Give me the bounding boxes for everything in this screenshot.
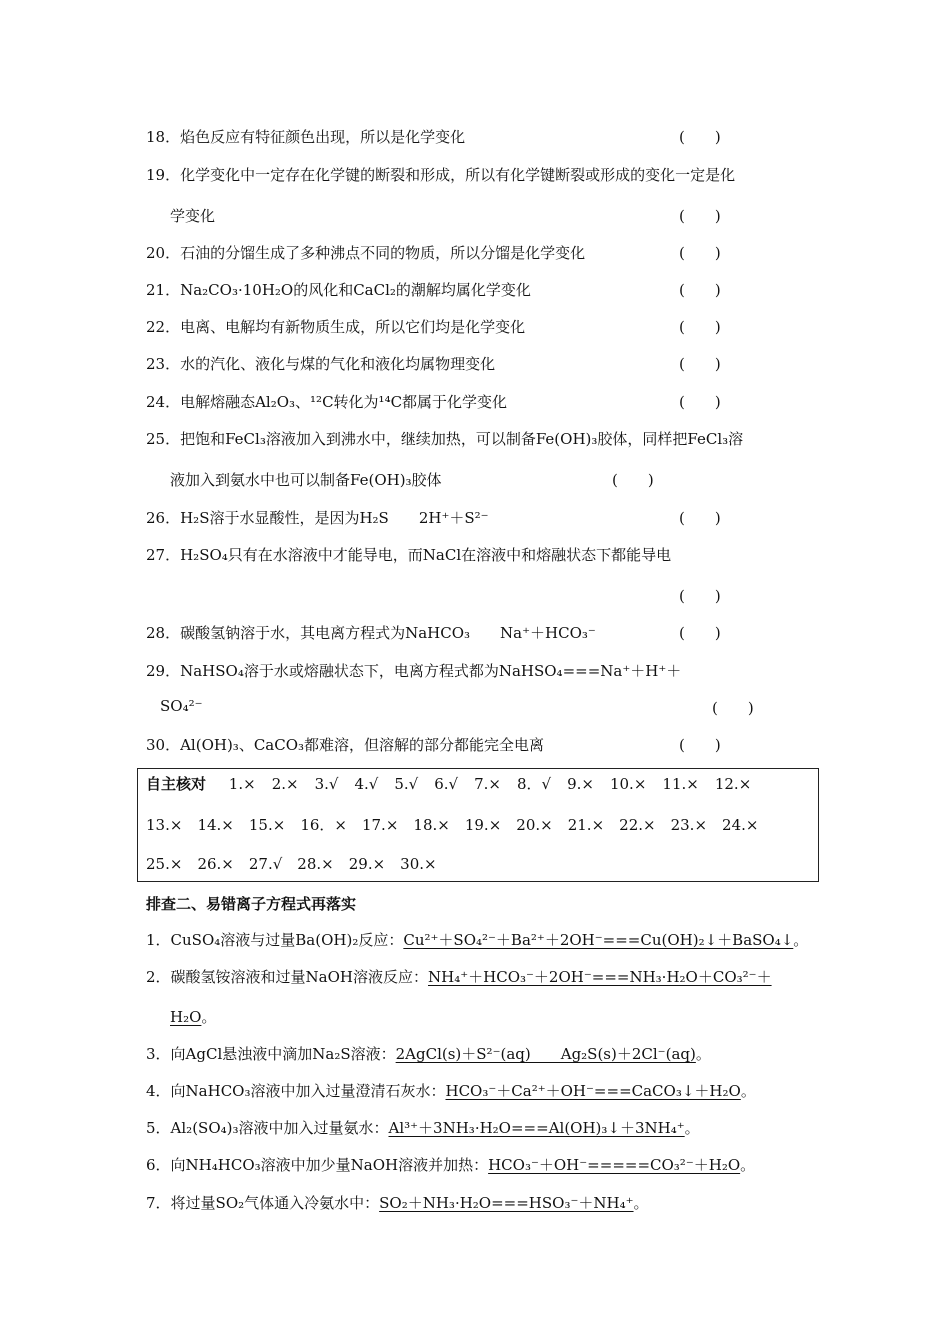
equation-answer: Cu²⁺＋SO₄²⁻＋Ba²⁺＋2OH⁻===Cu(OH)₂↓＋BaSO₄↓ xyxy=(403,931,794,949)
item-text: 将过量SO₂气体通入冷氨水中： xyxy=(170,1194,380,1212)
answer-item: 16．× xyxy=(300,816,347,834)
question-25-continuation: 液加入到氨水中也可以制备Fe(OH)₃胶体 xyxy=(170,471,442,489)
item-number: 4． xyxy=(146,1082,171,1100)
answer-list xyxy=(146,855,437,873)
question-number: 19． xyxy=(146,166,181,184)
question-number: 27． xyxy=(146,546,181,564)
question-24 xyxy=(146,391,507,412)
question-number: 24． xyxy=(146,393,181,411)
answer-paren: ( ) xyxy=(612,471,654,489)
answer-row-3 xyxy=(146,855,437,873)
answer-item: 29.× xyxy=(348,855,386,873)
item-number: 6． xyxy=(146,1156,171,1174)
answer-item: 18.× xyxy=(413,816,450,834)
item-number: 2． xyxy=(146,968,171,986)
answer-paren: ( ) xyxy=(712,699,754,717)
question-number: 28． xyxy=(146,624,181,642)
equation-item-5 xyxy=(146,1117,700,1138)
answer-check-box xyxy=(137,768,819,882)
answer-item: 26.× xyxy=(197,855,234,873)
question-22 xyxy=(146,316,525,337)
equation-item-2-continuation xyxy=(170,1006,216,1027)
equation-answer: H₂O xyxy=(170,1008,202,1026)
period: 。 xyxy=(740,1082,756,1100)
answer-item: 8．√ xyxy=(516,775,552,793)
item-number: 5． xyxy=(146,1119,171,1137)
question-text: 化学变化中一定存在化学键的断裂和形成，所以有化学键断裂或形成的变化一定是化 xyxy=(180,166,736,184)
answer-item: 30.× xyxy=(400,855,437,873)
answer-row-1 xyxy=(146,773,751,794)
question-number: 22． xyxy=(146,318,181,336)
item-text: 向NH₄HCO₃溶液中加少量NaOH溶液并加热： xyxy=(170,1156,489,1174)
answer-item: 12.× xyxy=(714,775,752,793)
answer-item: 14.× xyxy=(197,816,234,834)
answer-item: 3.√ xyxy=(314,775,339,793)
question-text: 碳酸氢钠溶于水，其电离方程式为NaHCO₃ Na⁺＋HCO₃⁻ xyxy=(180,624,596,642)
question-23 xyxy=(146,353,495,374)
equation-item-7 xyxy=(146,1192,649,1213)
equation-item-6 xyxy=(146,1154,755,1175)
equation-item-1 xyxy=(146,929,808,950)
question-number: 25． xyxy=(146,430,181,448)
answer-paren: ( ) xyxy=(679,393,721,411)
question-text: 把饱和FeCl₃溶液加入到沸水中，继续加热，可以制备Fe(OH)₃胶体，同样把FeCl₃溶 xyxy=(180,430,744,448)
equation-item-3 xyxy=(146,1043,711,1064)
equation-answer: SO₂＋NH₃·H₂O===HSO₃⁻＋NH₄⁺ xyxy=(379,1194,634,1212)
question-number: 21． xyxy=(146,281,181,299)
answer-item: 7.× xyxy=(474,775,501,793)
question-text: NaHSO₄溶于水或熔融状态下，电离方程式都为NaHSO₄===Na⁺＋H⁺＋ xyxy=(180,662,682,680)
period: 。 xyxy=(633,1194,649,1212)
question-text: 水的汽化、液化与煤的气化和液化均属物理变化 xyxy=(180,355,496,373)
answer-item: 1.× xyxy=(228,775,256,793)
question-19-continuation: 学变化 xyxy=(170,207,216,225)
period: 。 xyxy=(695,1045,711,1063)
answer-item: 22.× xyxy=(619,816,656,834)
answer-item: 2.× xyxy=(271,775,299,793)
answer-paren: ( ) xyxy=(679,509,721,527)
item-text: 向AgCl悬浊液中滴加Na₂S溶液： xyxy=(170,1045,396,1063)
equation-answer: NH₄⁺＋HCO₃⁻＋2OH⁻===NH₃·H₂O＋CO₃²⁻＋ xyxy=(428,968,772,986)
answer-paren: ( ) xyxy=(679,244,721,262)
answer-item: 4.√ xyxy=(354,775,379,793)
answer-item: 27.√ xyxy=(248,855,283,873)
question-20 xyxy=(146,242,585,263)
question-number: 18． xyxy=(146,128,181,146)
question-text: 焰色反应有特征颜色出现，所以是化学变化 xyxy=(180,128,466,146)
answer-paren: ( ) xyxy=(679,207,721,225)
question-text: 石油的分馏生成了多种沸点不同的物质，所以分馏是化学变化 xyxy=(180,244,586,262)
question-29 xyxy=(146,660,681,681)
item-number: 1． xyxy=(146,931,171,949)
question-text: Na₂CO₃·10H₂O的风化和CaCl₂的潮解均属化学变化 xyxy=(180,281,531,299)
question-text: 电解熔融态Al₂O₃、¹²C转化为¹⁴C都属于化学变化 xyxy=(180,393,508,411)
answer-item: 23.× xyxy=(670,816,708,834)
question-26 xyxy=(146,507,489,528)
question-25 xyxy=(146,428,743,449)
question-number: 26． xyxy=(146,509,181,527)
question-30 xyxy=(146,734,544,755)
equation-answer: HCO₃⁻＋OH⁻=====CO₃²⁻＋H₂O xyxy=(488,1156,741,1174)
answer-box-title: 自主核对 xyxy=(146,775,207,793)
answer-list xyxy=(229,775,751,793)
question-text: Al(OH)₃、CaCO₃都难溶，但溶解的部分都能完全电离 xyxy=(180,736,545,754)
answer-row-2 xyxy=(146,814,758,835)
period: 。 xyxy=(684,1119,700,1137)
answer-paren: ( ) xyxy=(679,587,721,605)
item-number: 7． xyxy=(146,1194,171,1212)
item-text: CuSO₄溶液与过量Ba(OH)₂反应： xyxy=(170,931,404,949)
question-28 xyxy=(146,622,596,643)
equation-item-2 xyxy=(146,966,772,987)
answer-list xyxy=(146,816,758,834)
answer-item: 25.× xyxy=(146,855,183,873)
answer-item: 11.× xyxy=(662,775,699,793)
answer-item: 20.× xyxy=(516,816,553,834)
answer-paren: ( ) xyxy=(679,281,721,299)
answer-paren: ( ) xyxy=(679,128,721,146)
answer-item: 17.× xyxy=(361,816,399,834)
item-number: 3． xyxy=(146,1045,171,1063)
answer-item: 5.√ xyxy=(394,775,419,793)
answer-item: 24.× xyxy=(722,816,759,834)
answer-item: 15.× xyxy=(248,816,286,834)
answer-item: 21.× xyxy=(567,816,605,834)
answer-paren: ( ) xyxy=(679,318,721,336)
period: 。 xyxy=(793,931,809,949)
question-27 xyxy=(146,544,671,565)
answer-item: 6.√ xyxy=(434,775,459,793)
question-29-continuation: SO₄²⁻ xyxy=(160,697,203,715)
question-number: 23． xyxy=(146,355,181,373)
question-text: H₂S溶于水显酸性，是因为H₂S 2H⁺＋S²⁻ xyxy=(180,509,489,527)
equation-answer: Al³⁺＋3NH₃·H₂O===Al(OH)₃↓＋3NH₄⁺ xyxy=(388,1119,685,1137)
period: 。 xyxy=(740,1156,756,1174)
period: 。 xyxy=(201,1008,217,1026)
item-text: Al₂(SO₄)₃溶液中加入过量氨水： xyxy=(170,1119,389,1137)
answer-paren: ( ) xyxy=(679,624,721,642)
answer-paren: ( ) xyxy=(679,736,721,754)
answer-item: 10.× xyxy=(609,775,647,793)
answer-item: 19.× xyxy=(464,816,502,834)
question-number: 29． xyxy=(146,662,181,680)
section-title: 排查二、易错离子方程式再落实 xyxy=(146,895,357,913)
answer-item: 13.× xyxy=(146,816,183,834)
equation-answer: 2AgCl(s)＋S²⁻(aq) Ag₂S(s)＋2Cl⁻(aq) xyxy=(395,1045,696,1063)
question-18 xyxy=(146,126,465,147)
question-number: 30． xyxy=(146,736,181,754)
question-text: H₂SO₄只有在水溶液中才能导电，而NaCl在溶液中和熔融状态下都能导电 xyxy=(180,546,672,564)
equation-item-4 xyxy=(146,1080,756,1101)
question-number: 20． xyxy=(146,244,181,262)
answer-item: 9.× xyxy=(567,775,594,793)
answer-item: 28.× xyxy=(297,855,334,873)
item-text: 向NaHCO₃溶液中加入过量澄清石灰水： xyxy=(170,1082,446,1100)
question-text: 电离、电解均有新物质生成，所以它们均是化学变化 xyxy=(180,318,526,336)
answer-paren: ( ) xyxy=(679,355,721,373)
equation-answer: HCO₃⁻＋Ca²⁺＋OH⁻===CaCO₃↓＋H₂O xyxy=(445,1082,741,1100)
question-21 xyxy=(146,279,531,300)
question-19 xyxy=(146,164,735,185)
item-text: 碳酸氢铵溶液和过量NaOH溶液反应： xyxy=(170,968,428,986)
